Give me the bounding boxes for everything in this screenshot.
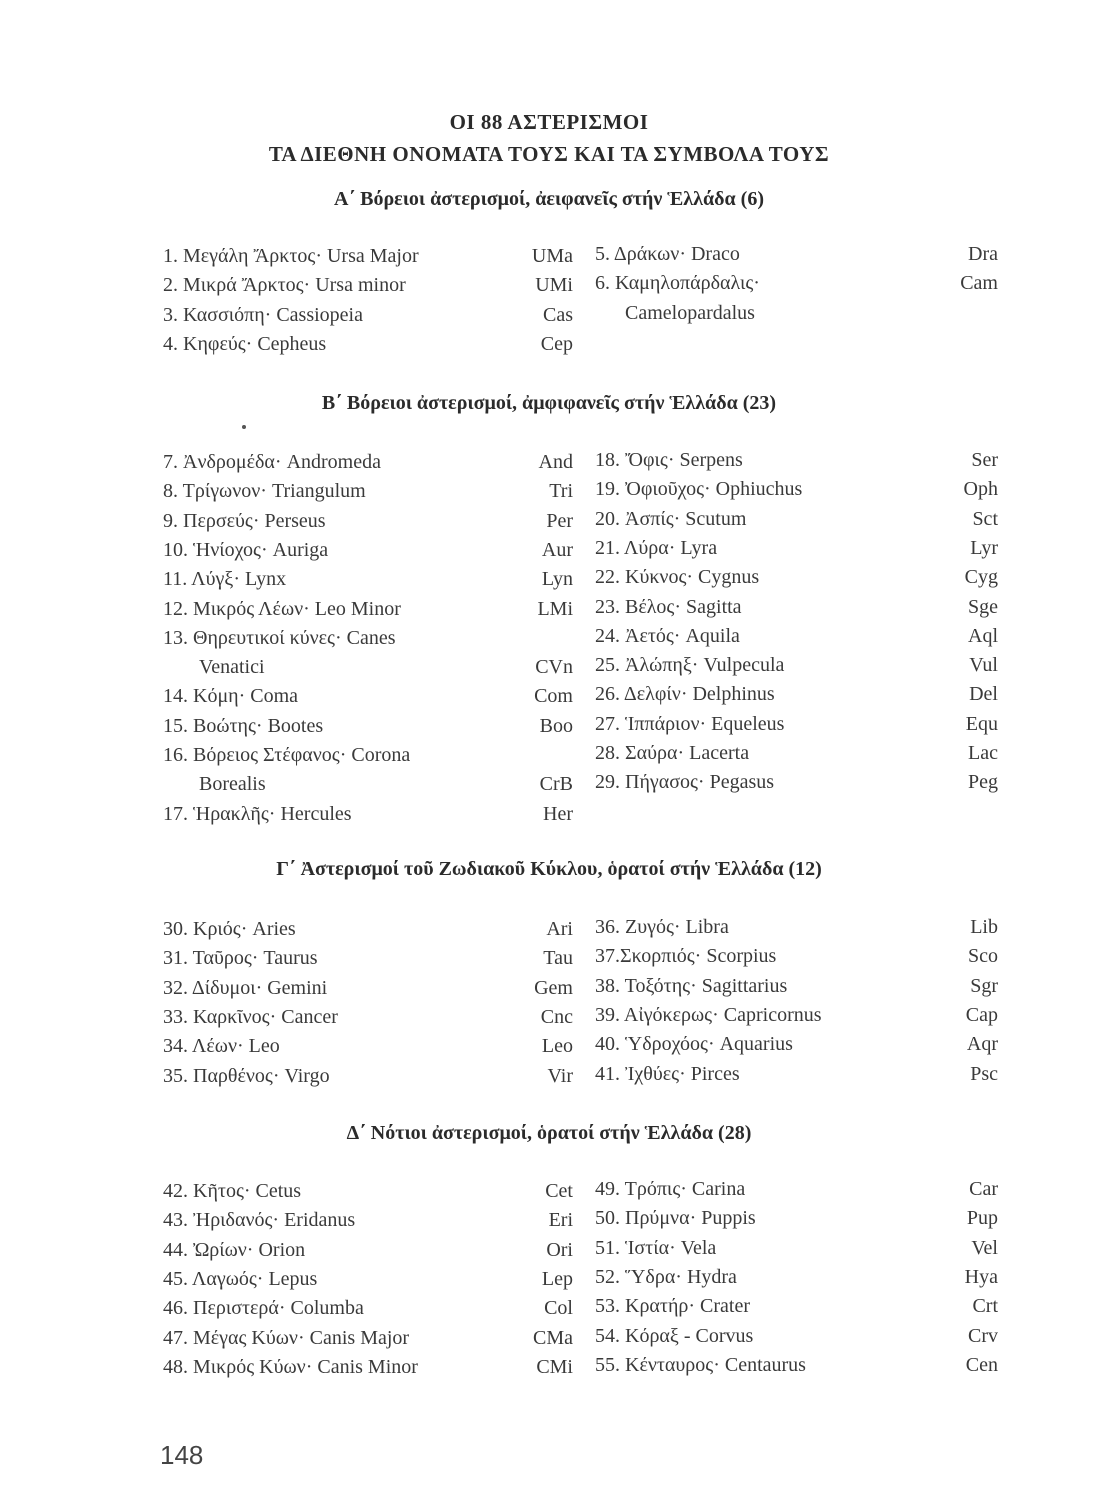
constellation-abbr: Ari xyxy=(546,918,573,940)
constellation-name: 47. Μέγας Κύων· Canis Major xyxy=(163,1326,410,1349)
constellation-name: 36. Ζυγός· Libra xyxy=(595,916,729,938)
constellation-name: Camelopardalus xyxy=(625,301,755,324)
constellation-abbr: Pup xyxy=(966,1207,998,1230)
constellation-abbr: Cap xyxy=(965,1003,998,1026)
section-heading: Α΄ Βόρειοι ἀστερισμοί, ἀειφανεῖς στήν Ἑλλάδα (6) xyxy=(334,188,764,210)
constellation-abbr: Cnc xyxy=(540,1005,573,1028)
constellation-name: 30. Κριός· Aries xyxy=(163,918,296,940)
constellation-abbr: Boo xyxy=(539,714,573,737)
constellation-abbr: Peg xyxy=(968,771,998,794)
constellation-name: 8. Τρίγωνον· Triangulum xyxy=(163,480,366,503)
constellation-name: 35. Παρθένος· Virgo xyxy=(163,1064,330,1087)
constellation-abbr: Hya xyxy=(964,1265,998,1288)
constellation-name: 29. Πήγασος· Pegasus xyxy=(595,771,775,794)
constellation-name: 46. Περιστερά· Columba xyxy=(163,1297,364,1320)
constellation-name: 32. Δίδυμοι· Gemini xyxy=(163,976,328,999)
constellation-name: 22. Κύκνος· Cygnus xyxy=(595,566,760,589)
constellation-abbr: Crv xyxy=(968,1324,998,1347)
constellation-name: 23. Βέλος· Sagitta xyxy=(595,595,742,618)
constellation-abbr: And xyxy=(538,451,573,473)
constellation-name: 54. Κόραξ - Corvus xyxy=(595,1324,754,1347)
section-heading: Γ΄ Ἀστερισμοί τοῦ Ζωδιακοῦ Κύκλου, ὁρατοί στήν Ἑλλάδα (12) xyxy=(276,858,822,880)
constellation-abbr: Vel xyxy=(971,1236,998,1259)
constellation-name: 24. Ἀετός· Aquila xyxy=(595,624,740,647)
constellation-abbr: Cen xyxy=(965,1353,998,1376)
constellation-abbr: Lyr xyxy=(970,536,998,559)
constellation-name: 28. Σαύρα· Lacerta xyxy=(595,742,750,764)
constellation-name: Borealis xyxy=(199,773,266,796)
constellation-name: 31. Ταῦρος· Taurus xyxy=(163,947,318,970)
constellation-abbr: Cet xyxy=(545,1180,573,1202)
constellation-abbr: Car xyxy=(969,1178,998,1200)
constellation-name: 52. Ὕδρα· Hydra xyxy=(595,1265,737,1288)
constellation-name: 48. Μικρός Κύων· Canis Minor xyxy=(163,1355,418,1378)
constellation-abbr: Her xyxy=(543,802,573,825)
constellation-name: 42. Κῆτος· Cetus xyxy=(163,1180,302,1202)
constellation-abbr: Psc xyxy=(970,1062,998,1085)
section-heading: Β΄ Βόρειοι ἀστερισμοί, ἀμφιφανεῖς στήν Ἑλλάδα (23) xyxy=(321,392,777,414)
constellation-name: 5. Δράκων· Draco xyxy=(595,243,740,265)
constellation-abbr: Oph xyxy=(963,478,998,501)
constellation-abbr: Cep xyxy=(540,332,573,355)
constellation-name: 1. Μεγάλη Ἄρκτος· Ursa Major xyxy=(163,245,419,267)
constellation-name: 17. Ἡρακλῆς· Hercules xyxy=(163,802,352,825)
constellation-name: Venatici xyxy=(199,656,265,679)
constellation-abbr: CMi xyxy=(536,1355,573,1378)
constellation-name: 4. Κηφεύς· Cepheus xyxy=(163,332,327,355)
constellation-abbr: Lep xyxy=(541,1267,573,1290)
constellation-abbr: Sgr xyxy=(970,974,998,997)
section-heading: Δ΄ Νότιοι ἀστερισμοί, ὁρατοί στήν Ἑλλάδα (28) xyxy=(346,1122,752,1144)
constellation-name: 21. Λύρα· Lyra xyxy=(595,536,718,559)
constellation-name: 11. Λύγξ· Lynx xyxy=(163,568,287,591)
constellation-name: 13. Θηρευτικοί κύνες· Canes xyxy=(163,626,396,649)
constellation-name: 27. Ἱππάριον· Equeleus xyxy=(595,712,785,735)
constellation-name: 53. Κρατήρ· Crater xyxy=(595,1295,751,1318)
constellation-name: 34. Λέων· Leo xyxy=(163,1035,280,1058)
page-number: 148 xyxy=(160,1440,204,1470)
constellation-name: 14. Κόμη· Coma xyxy=(163,685,299,708)
constellation-name: 9. Περσεύς· Perseus xyxy=(163,509,326,532)
constellation-abbr: UMa xyxy=(531,245,573,267)
constellation-abbr: UMi xyxy=(535,274,573,297)
constellation-name: 40. Ὑδροχόος· Aquarius xyxy=(595,1033,793,1056)
constellation-name: 16. Βόρειος Στέφανος· Corona xyxy=(163,744,411,766)
constellation-abbr: Col xyxy=(544,1297,573,1320)
constellation-name: 43. Ἠριδανός· Eridanus xyxy=(163,1209,356,1232)
constellation-name: 18. Ὄφις· Serpens xyxy=(595,449,743,471)
constellation-name: 10. Ἡνίοχος· Auriga xyxy=(163,538,329,561)
constellation-name: 12. Μικρός Λέων· Leo Minor xyxy=(163,597,401,620)
constellation-abbr: Dra xyxy=(968,243,998,265)
constellation-abbr: LMi xyxy=(537,597,573,620)
constellation-name: 38. Τοξότης· Sagittarius xyxy=(595,974,788,997)
constellation-abbr: Sge xyxy=(968,595,998,618)
constellation-name: 15. Βοώτης· Bootes xyxy=(163,714,324,737)
constellation-abbr: Tau xyxy=(543,947,573,970)
constellation-name: 20. Ἀσπίς· Scutum xyxy=(595,507,747,530)
constellation-abbr: Lac xyxy=(968,742,998,764)
constellation-abbr: CVn xyxy=(535,656,573,679)
constellation-abbr: Com xyxy=(534,685,573,708)
constellation-abbr: Ori xyxy=(546,1238,573,1261)
constellation-abbr: Per xyxy=(546,509,573,532)
constellation-abbr: Sco xyxy=(968,945,998,968)
constellation-name: 55. Κένταυρος· Centaurus xyxy=(595,1353,806,1376)
constellation-name: 51. Ἱστία· Vela xyxy=(595,1236,717,1259)
constellation-name: 45. Λαγωός· Lepus xyxy=(163,1267,318,1290)
constellation-name: 50. Πρύμνα· Puppis xyxy=(595,1207,756,1230)
constellation-abbr: Ser xyxy=(971,449,998,471)
page-title-line-1: ΟΙ 88 ΑΣΤΕΡΙΣΜΟΙ xyxy=(449,110,649,134)
constellation-name: 26. Δελφίν· Delphinus xyxy=(595,683,775,706)
constellation-name: 44. Ὠρίων· Orion xyxy=(163,1238,306,1261)
constellation-name: 2. Μικρά Ἄρκτος· Ursa minor xyxy=(163,274,406,297)
constellation-abbr: Cam xyxy=(960,272,998,295)
constellation-name: 3. Κασσιόπη· Cassiopeia xyxy=(163,303,363,326)
constellation-abbr: CrB xyxy=(539,773,573,796)
constellation-abbr: CMa xyxy=(533,1326,573,1349)
constellation-abbr: Lib xyxy=(970,916,998,938)
constellation-abbr: Tri xyxy=(549,480,573,503)
page-title-line-2: ΤΑ ΔΙΕΘΝΗ ΟΝΟΜΑΤΑ ΤΟΥΣ ΚΑΙ ΤΑ ΣΥΜΒΟΛΑ ΤΟΥΣ xyxy=(268,142,830,166)
constellation-abbr: Equ xyxy=(965,712,998,735)
constellation-name: 19. Ὀφιοῦχος· Ophiuchus xyxy=(595,478,803,501)
constellation-abbr: Crt xyxy=(972,1295,998,1318)
constellation-abbr: Vul xyxy=(969,654,998,677)
constellation-name: 41. Ἰχθύες· Pirces xyxy=(595,1062,740,1085)
constellation-name: 39. Αἰγόκερως· Capricornus xyxy=(595,1003,822,1026)
constellation-abbr: Gem xyxy=(534,976,573,999)
constellation-abbr: Aur xyxy=(541,538,573,561)
constellation-name: 7. Ἀνδρομέδα· Andromeda xyxy=(163,451,381,473)
constellation-abbr: Del xyxy=(969,683,998,706)
constellation-name: 25. Ἀλώπηξ· Vulpecula xyxy=(595,654,785,677)
constellation-abbr: Sct xyxy=(972,507,998,530)
constellation-abbr: Vir xyxy=(547,1064,573,1087)
constellation-abbr: Aql xyxy=(968,624,998,647)
constellation-name: 49. Τρόπις· Carina xyxy=(595,1178,746,1200)
constellation-abbr: Aqr xyxy=(966,1033,998,1056)
constellation-abbr: Eri xyxy=(548,1209,573,1232)
constellation-abbr: Lyn xyxy=(541,568,573,591)
constellation-abbr: Leo xyxy=(541,1035,573,1058)
constellation-name: 33. Καρκῖνος· Cancer xyxy=(163,1005,338,1028)
constellation-abbr: Cas xyxy=(543,303,573,326)
stray-mark xyxy=(242,425,246,429)
constellation-abbr: Cyg xyxy=(964,566,998,589)
constellation-name: 37.Σκορπιός· Scorpius xyxy=(595,945,777,968)
constellation-name: 6. Καμηλοπάρδαλις· xyxy=(595,272,760,295)
